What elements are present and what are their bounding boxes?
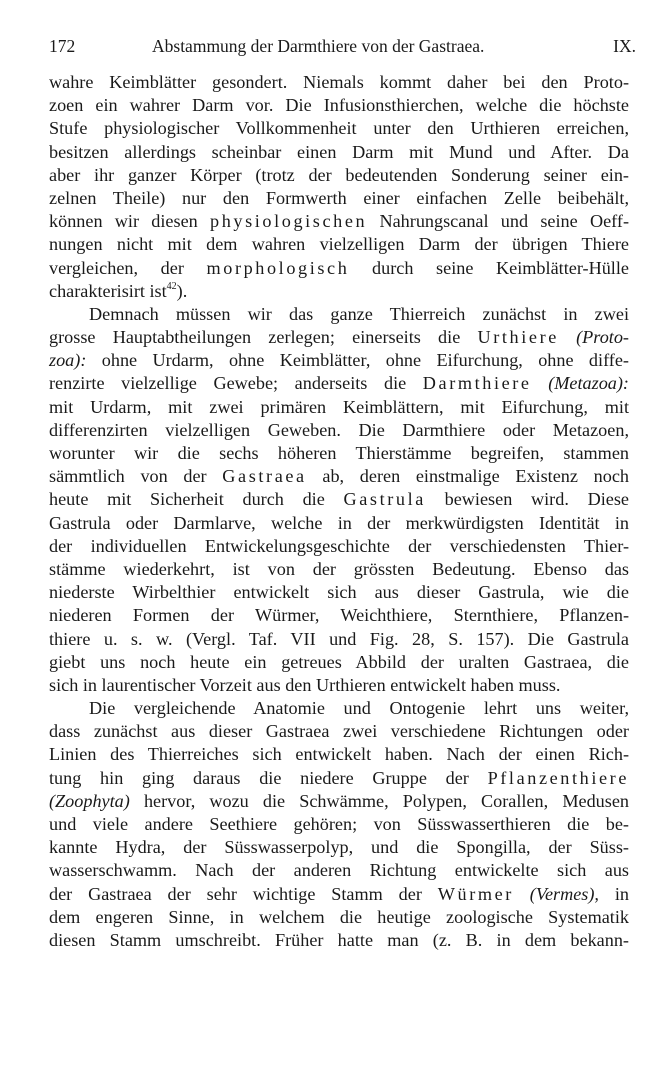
text-line bbox=[49, 326, 629, 349]
text-run: sich in laurentischer Vorzeit aus den Urthieren entwickelt haben muss. bbox=[49, 674, 561, 695]
text-run: sämmtlich von der bbox=[49, 466, 223, 487]
text-run: wahre Keimblätter gesondert. Niemals kommt daher bei den Proto- bbox=[49, 72, 629, 92]
text-line bbox=[49, 697, 629, 720]
text-line bbox=[49, 836, 629, 859]
text-run: dem engeren Sinne, in welchem die heutige zoologische Systematik bbox=[49, 906, 629, 927]
text-run: hervor, wozu die Schwämme, Polypen, Corallen, Medusen bbox=[129, 790, 629, 811]
text-line bbox=[49, 465, 629, 488]
italic-term: (Vermes), bbox=[529, 883, 599, 904]
text-line bbox=[49, 720, 629, 743]
chapter-number: IX. bbox=[613, 36, 636, 56]
italic-term: (Proto- bbox=[576, 327, 629, 348]
text-line bbox=[49, 419, 629, 442]
text-run: der Gastraea der sehr wichtige Stamm der bbox=[49, 883, 438, 904]
text-run: charakterisirt ist bbox=[49, 280, 167, 301]
text-run: diesen Stamm umschreibt. Früher hatte man (z. B. in dem bekann- bbox=[49, 929, 629, 950]
text-run bbox=[532, 373, 549, 393]
text-line bbox=[49, 883, 629, 906]
text-line bbox=[49, 813, 629, 836]
text-line bbox=[49, 94, 629, 117]
text-line bbox=[49, 628, 629, 651]
text-line bbox=[49, 71, 629, 94]
text-run: aber ihr ganzer Körper (trotz der bedeutenden Sonderung seiner ein- bbox=[49, 164, 629, 185]
text-run: besitzen allerdings scheinbar einen Darm mit Mund und After. Da bbox=[49, 141, 629, 162]
text-run: zoen ein wahrer Darm vor. Die Infusionsthierchen, welche die höchste bbox=[49, 95, 629, 116]
running-title: Abstammung der Darmthiere von der Gastraea. bbox=[152, 36, 485, 56]
text-run bbox=[514, 884, 530, 904]
text-line bbox=[49, 280, 629, 303]
text-line bbox=[49, 581, 629, 604]
text-line bbox=[49, 859, 629, 882]
text-run: und viele andere Seethiere gehören; von Süsswasserthieren die be- bbox=[49, 814, 629, 834]
text-line bbox=[49, 442, 629, 465]
text-run: wasserschwamm. Nach der anderen Richtung entwickelte sich aus bbox=[49, 860, 629, 881]
text-line bbox=[49, 349, 629, 372]
text-line bbox=[49, 790, 629, 813]
text-line bbox=[49, 604, 629, 627]
footnote-ref: 42 bbox=[166, 280, 177, 292]
text-run: giebt uns noch heute ein getreues Abbild der uralten Gastraea, die bbox=[49, 651, 629, 672]
text-run: mit Urdarm, mit zwei primären Keimblättern, mit Eifurchung, mit bbox=[49, 396, 629, 417]
text-run: Stufe physiologischer Vollkommenheit unter den Urthieren erreichen, bbox=[49, 118, 629, 139]
spaced-term: physiologischen bbox=[210, 211, 368, 232]
text-run: Die vergleichende Anatomie und Ontogenie lehrt uns weiter, bbox=[89, 698, 629, 719]
text-run: können wir diesen bbox=[49, 211, 210, 232]
text-line bbox=[49, 651, 629, 674]
spaced-term: Würmer bbox=[437, 883, 514, 904]
text-line bbox=[49, 164, 629, 187]
text-run: grosse Hauptabtheilungen zerlegen; einerseits die bbox=[49, 327, 478, 348]
text-run: differenzirten vielzelligen Geweben. Die Darmthiere oder Metazoen, bbox=[49, 419, 629, 440]
text-run: in bbox=[598, 883, 629, 904]
text-line bbox=[49, 743, 629, 766]
text-run: dass zunächst aus dieser Gastraea zwei verschiedene Richtungen oder bbox=[49, 721, 629, 742]
text-line bbox=[49, 535, 629, 558]
text-run: niederste Wirbelthier entwickelt sich aus dieser Gastrula, wie die bbox=[49, 582, 629, 603]
italic-term: (Metazoa): bbox=[548, 373, 629, 394]
page-number: 172 bbox=[49, 36, 76, 56]
text-run: Linien des Thierreiches sich entwickelt haben. Nach der einen Rich- bbox=[49, 744, 629, 765]
text-line bbox=[49, 257, 629, 280]
text-run: der individuellen Entwickelungsgeschichte der verschiedensten Thier- bbox=[49, 535, 629, 556]
spaced-term: Darmthiere bbox=[422, 373, 532, 394]
spaced-term: Pflanzenthiere bbox=[487, 767, 629, 788]
text-line bbox=[49, 117, 629, 140]
text-run: Nahrungscanal und seine Oeff- bbox=[367, 211, 629, 232]
text-line bbox=[49, 906, 629, 929]
text-run: niederen Formen der Würmer, Weichthiere, Sternthiere, Pflanzen- bbox=[49, 605, 629, 626]
text-line bbox=[49, 674, 629, 697]
text-run: heute mit Sicherheit durch die bbox=[49, 489, 344, 510]
text-line bbox=[49, 187, 629, 210]
text-run: zelnen Theile) nur den Formwerth einer einfachen Zelle beibehält, bbox=[49, 187, 629, 208]
running-header bbox=[49, 36, 636, 60]
text-line bbox=[49, 210, 629, 233]
text-run: kannte Hydra, der Süsswasserpolyp, und die Spongilla, der Süss- bbox=[49, 837, 629, 858]
text-run: ohne Urdarm, ohne Keimblätter, ohne Eifurchung, ohne diffe- bbox=[86, 350, 629, 371]
spaced-term: Gastraea bbox=[222, 466, 307, 487]
text-line bbox=[49, 303, 629, 326]
text-line bbox=[49, 233, 629, 256]
spaced-term: morphologisch bbox=[206, 257, 350, 278]
text-run: worunter wir die sechs höheren Thierstämme begreifen, stammen bbox=[49, 443, 629, 463]
text-run: thiere u. s. w. (Vergl. Taf. VII und Fig. 28, S. 157). Die Gastrula bbox=[49, 628, 629, 649]
text-line bbox=[49, 396, 629, 419]
text-run: tung hin ging daraus die niedere Gruppe der bbox=[49, 767, 488, 788]
text-line bbox=[49, 512, 629, 535]
text-line bbox=[49, 488, 629, 511]
text-run bbox=[559, 327, 576, 347]
text-run: renzirte vielzellige Gewebe; anderseits die bbox=[49, 373, 423, 394]
text-run: vergleichen, der bbox=[49, 257, 207, 278]
spaced-term: Gastrula bbox=[343, 489, 426, 510]
text-line bbox=[49, 558, 629, 581]
text-run: nungen nicht mit dem wahren vielzelligen Darm der übrigen Thiere bbox=[49, 234, 629, 255]
text-line bbox=[49, 141, 629, 164]
text-run: Gastrula oder Darmlarve, welche in der merkwürdigsten Identität in bbox=[49, 512, 629, 533]
italic-term: (Zoophyta) bbox=[49, 790, 130, 811]
text-line bbox=[49, 372, 629, 395]
text-run: ab, deren einstmalige Existenz noch bbox=[306, 466, 629, 487]
italic-term: zoa): bbox=[49, 350, 87, 371]
text-line bbox=[49, 929, 629, 952]
text-line bbox=[49, 767, 629, 790]
text-run: durch seine Keimblätter-Hülle bbox=[349, 257, 629, 278]
text-run: Demnach müssen wir das ganze Thierreich zunächst in zwei bbox=[89, 303, 629, 324]
body-text bbox=[49, 71, 629, 952]
text-run: bewiesen wird. Diese bbox=[425, 489, 629, 510]
text-run: stämme wiederkehrt, ist von der grössten Bedeutung. Ebenso das bbox=[49, 558, 629, 579]
spaced-term: Urthiere bbox=[477, 327, 559, 348]
text-run: ). bbox=[176, 280, 188, 301]
